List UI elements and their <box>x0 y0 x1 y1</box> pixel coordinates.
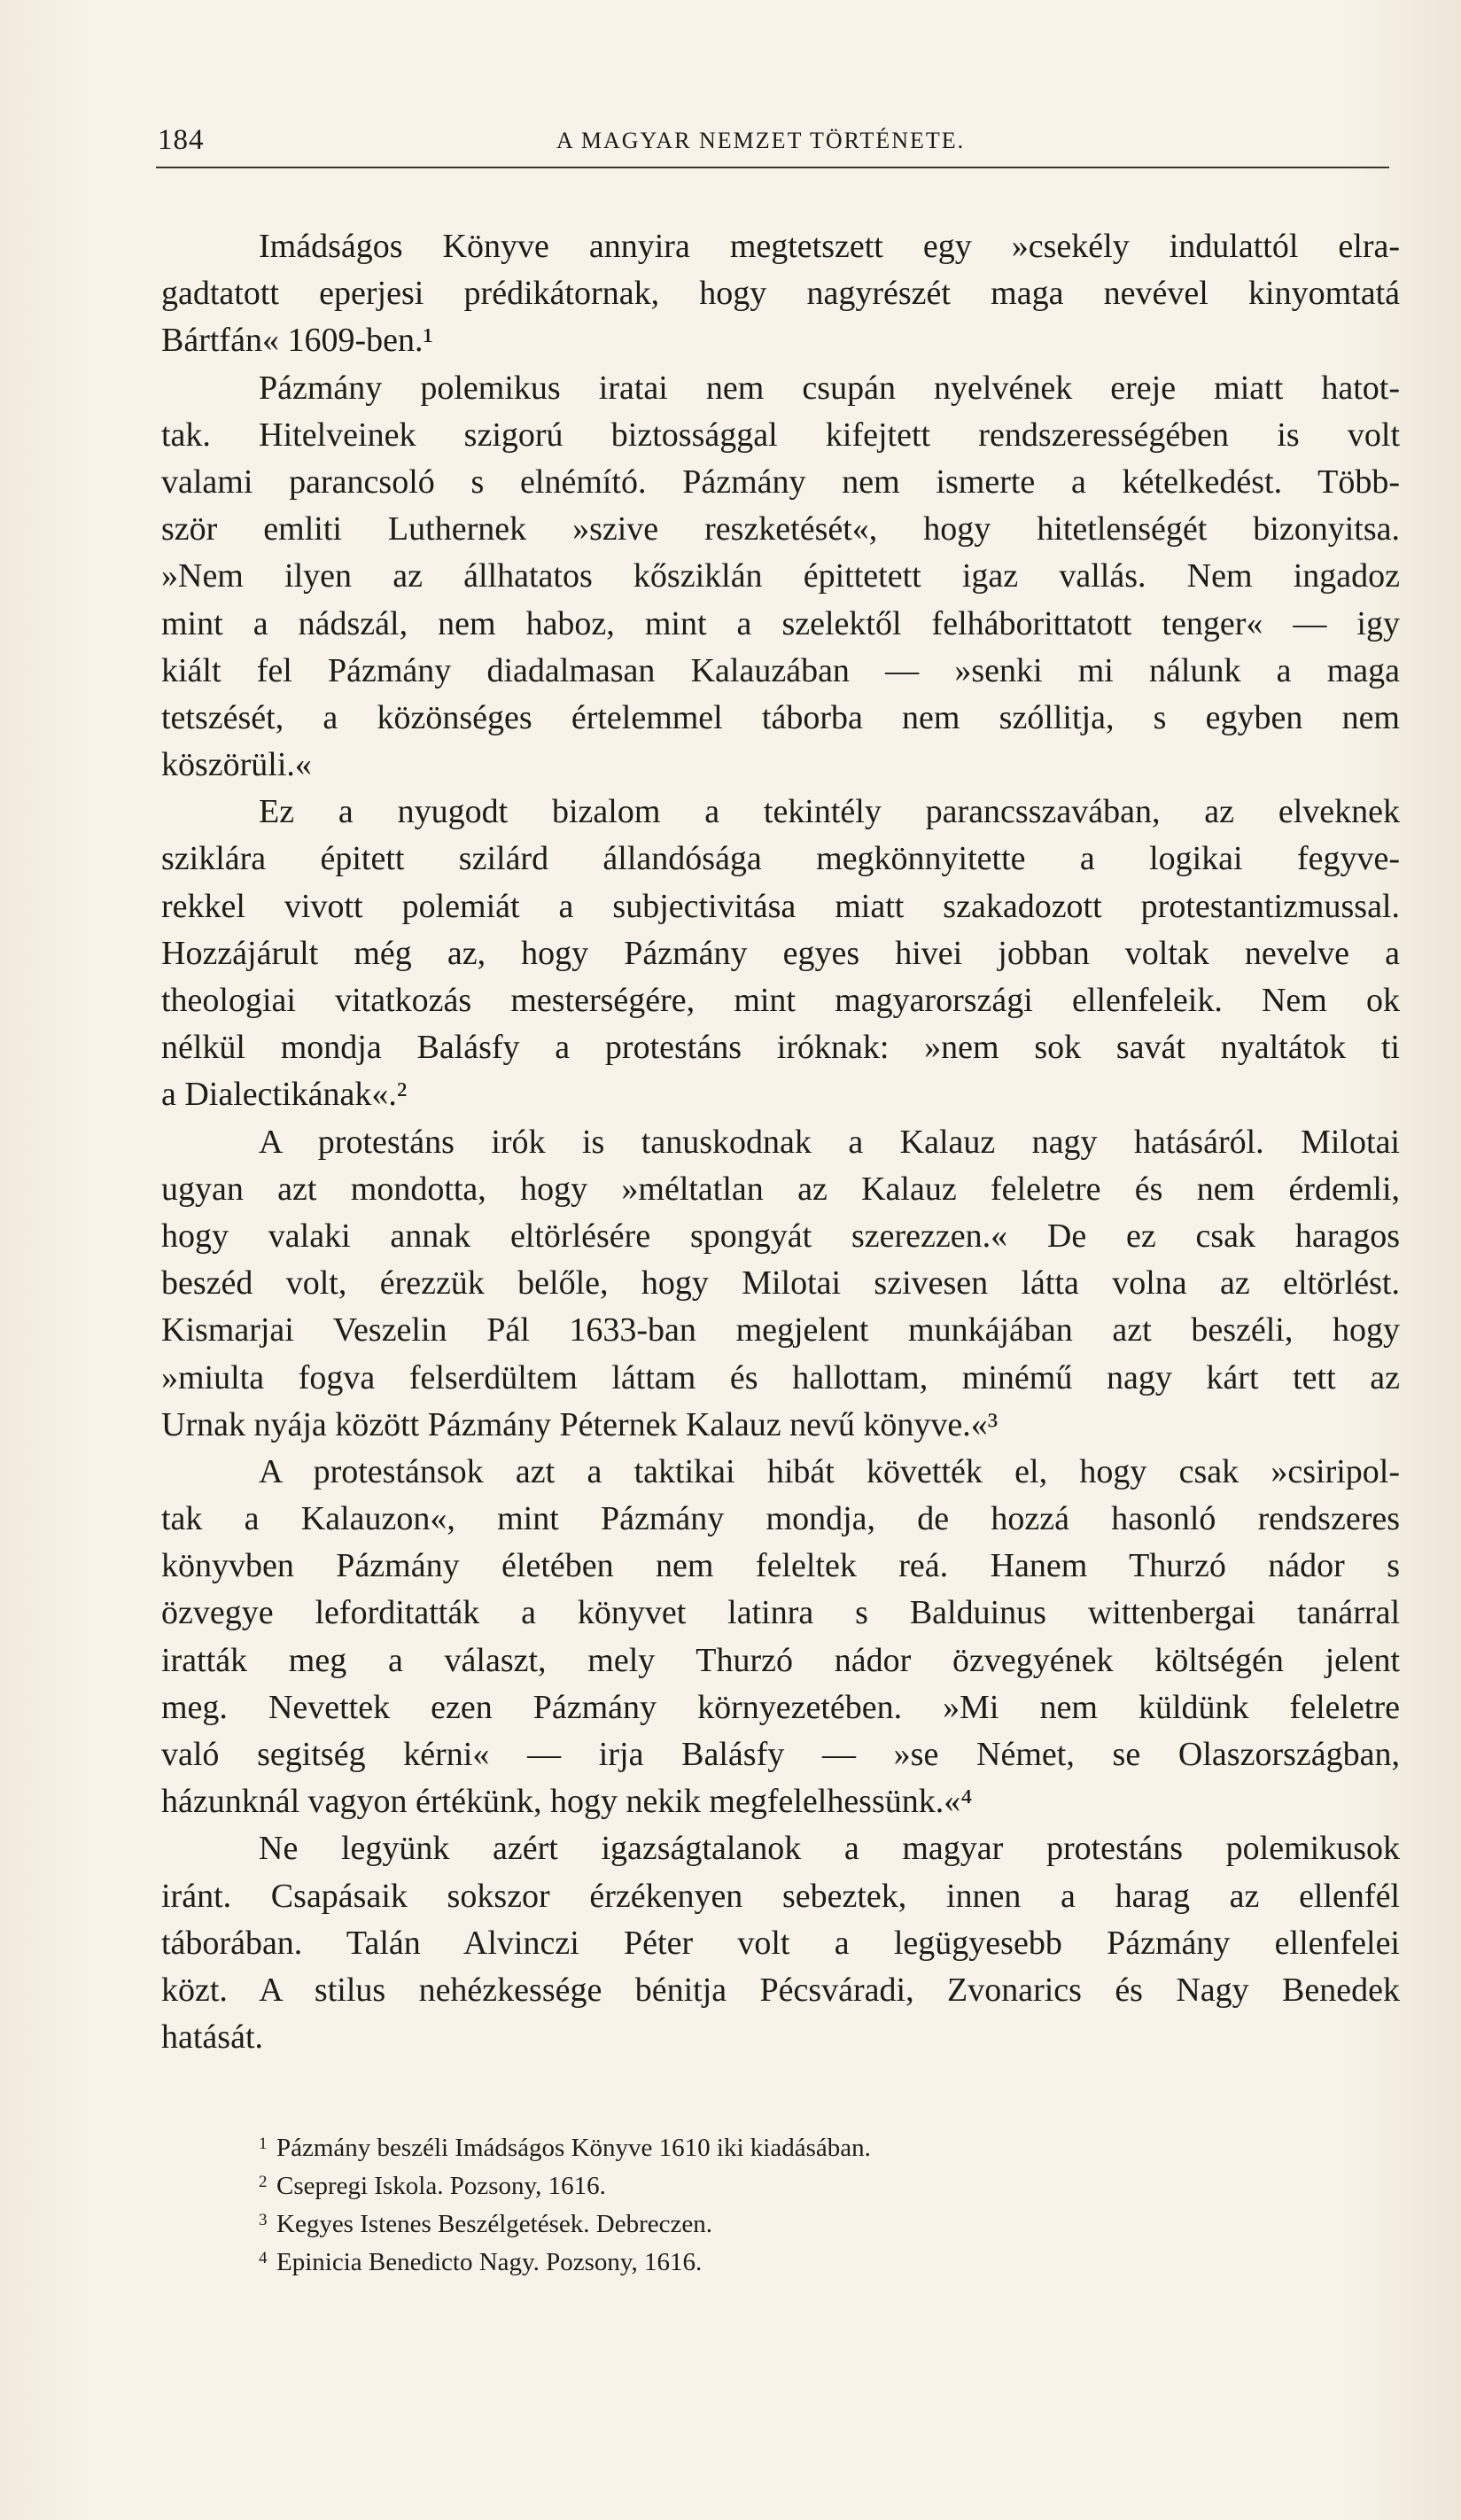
text-line: táborában. Talán Alvinczi Péter volt a legügyesebb Pázmány ellenfelei <box>161 1924 1400 1962</box>
page-header <box>158 124 1389 168</box>
text-line: a Dialectikának«.² <box>161 1076 408 1114</box>
footnote-text: Epinicia Benedicto Nagy. Pozsony, 1616. <box>276 2248 703 2276</box>
footnote <box>259 2163 1233 2201</box>
text-line: ugyan azt mondotta, hogy »méltatlan az Kalauz feleletre és nem érdemli, <box>161 1170 1400 1208</box>
text-line: közt. A stilus nehézkessége bénitja Pécsváradi, Zvonarics és Nagy Benedek <box>161 1971 1400 2009</box>
footnote-mark: 3 <box>259 2211 268 2229</box>
footnote-text: Csepregi Iskola. Pozsony, 1616. <box>276 2172 606 2200</box>
text-line: rekkel vivott polemiát a subjectivitása miatt szakadozott protestantizmussal. <box>161 887 1400 925</box>
footnote <box>259 2239 1233 2277</box>
text-line: sziklára épitett szilárd állandósága megkönnyitette a logikai fegyve- <box>161 840 1400 878</box>
text-line: valami parancsoló s elnémító. Pázmány nem ismerte a kételkedést. Több- <box>161 463 1400 501</box>
footnote-mark: 2 <box>259 2173 268 2191</box>
running-title: A MAGYAR NEMZET TÖRTÉNETE. <box>556 128 966 153</box>
text-line: »miulta fogva felserdültem láttam és hallottam, minémű nagy kárt tett az <box>161 1358 1400 1396</box>
text-line: tak. Hitelveinek szigorú biztossággal kifejtett rendszerességében is volt <box>161 416 1400 454</box>
header-rule <box>156 167 1389 168</box>
footnotes <box>259 2125 1233 2277</box>
text-line: theologiai vitatkozás mesterségére, mint magyarországi ellenfeleik. Nem ok <box>161 982 1400 1019</box>
text-line: hatását. <box>161 2018 264 2057</box>
text-line: kiált fel Pázmány diadalmasan Kalauzában — »senki mi nálunk a maga <box>161 651 1400 689</box>
text-line: A protestáns irók is tanuskodnak a Kalauz nagy hatásáról. Milotai <box>259 1123 1400 1161</box>
page-number: 184 <box>158 124 205 156</box>
text-line: házunknál vagyon értékünk, hogy nekik megfelelhessünk.«⁴ <box>161 1783 973 1821</box>
text-line: Hozzájárult még az, hogy Pázmány egyes hivei jobban voltak nevelve a <box>161 934 1400 972</box>
text-line: Ez a nyugodt bizalom a tekintély parancsszavában, az elveknek <box>259 793 1400 831</box>
text-line: Bártfán« 1609-ben.¹ <box>161 322 433 360</box>
text-line: gadtatott eperjesi prédikátornak, hogy nagyrészét maga nevével kinyomtatá <box>161 275 1400 313</box>
text-line: »Nem ilyen az állhatatos kősziklán épittetett igaz vallás. Nem ingadoz <box>161 557 1400 595</box>
text-line: Kismarjai Veszelin Pál 1633-ban megjelent munkájában azt beszéli, hogy <box>161 1311 1400 1349</box>
text-line: könyvben Pázmány életében nem feleltek reá. Hanem Thurzó nádor s <box>161 1547 1400 1585</box>
footnote-mark: 4 <box>259 2249 268 2267</box>
footnote <box>259 2125 1233 2163</box>
text-line: özvegye leforditatták a könyvet latinra s Balduinus wittenbergai tanárral <box>161 1594 1400 1632</box>
text-line: Urnak nyája között Pázmány Péternek Kalauz nevű könyve.«³ <box>161 1405 999 1443</box>
text-line: mint a nádszál, nem haboz, mint a szelektől felháborittatott tenger« — igy <box>161 604 1400 642</box>
text-line: való segitség kérni« — irja Balásfy — »se Német, se Olaszországban, <box>161 1736 1400 1773</box>
text-line: Ne legyünk azért igazságtalanok a magyar protestáns polemikusok <box>259 1830 1400 1868</box>
text-line: Imádságos Könyve annyira megtetszett egy »csekély indulattól elra- <box>259 228 1400 265</box>
text-line: nélkül mondja Balásfy a protestáns iróknak: »nem sok savát nyaltátok ti <box>161 1029 1400 1067</box>
text-line: köszörüli.« <box>161 746 312 784</box>
body-text <box>161 223 1400 2061</box>
footnote-text: Pázmány beszéli Imádságos Könyve 1610 iki kiadásában. <box>276 2134 871 2162</box>
text-line: beszéd volt, érezzük belőle, hogy Milotai szivesen látta volna az eltörlést. <box>161 1264 1400 1303</box>
text-line: iránt. Csapásaik sokszor érzékenyen sebeztek, innen a harag az ellenfél <box>161 1877 1400 1915</box>
text-line: hogy valaki annak eltörlésére spongyát szerezzen.« De ez csak haragos <box>161 1217 1400 1255</box>
text-line: tetszését, a közönséges értelemmel táborba nem szóllitja, s egyben nem <box>161 698 1400 736</box>
text-line: tak a Kalauzon«, mint Pázmány mondja, de hozzá hasonló rendszeres <box>161 1500 1400 1538</box>
footnote-text: Kegyes Istenes Beszélgetések. Debreczen. <box>276 2210 712 2238</box>
footnote-mark: 1 <box>259 2135 268 2153</box>
text-line: ször emliti Luthernek »szive reszketését«, hogy hitetlenségét bizonyitsa. <box>161 510 1400 548</box>
text-line: iratták meg a választ, mely Thurzó nádor özvegyének költségén jelent <box>161 1641 1400 1679</box>
text-line: Pázmány polemikus iratai nem csupán nyelvének ereje miatt hatot- <box>259 369 1400 407</box>
footnote <box>259 2201 1233 2239</box>
text-line: meg. Nevettek ezen Pázmány környezetében. »Mi nem küldünk feleletre <box>161 1688 1400 1726</box>
text-line: A protestánsok azt a taktikai hibát követték el, hogy csak »csiripol- <box>259 1452 1400 1490</box>
